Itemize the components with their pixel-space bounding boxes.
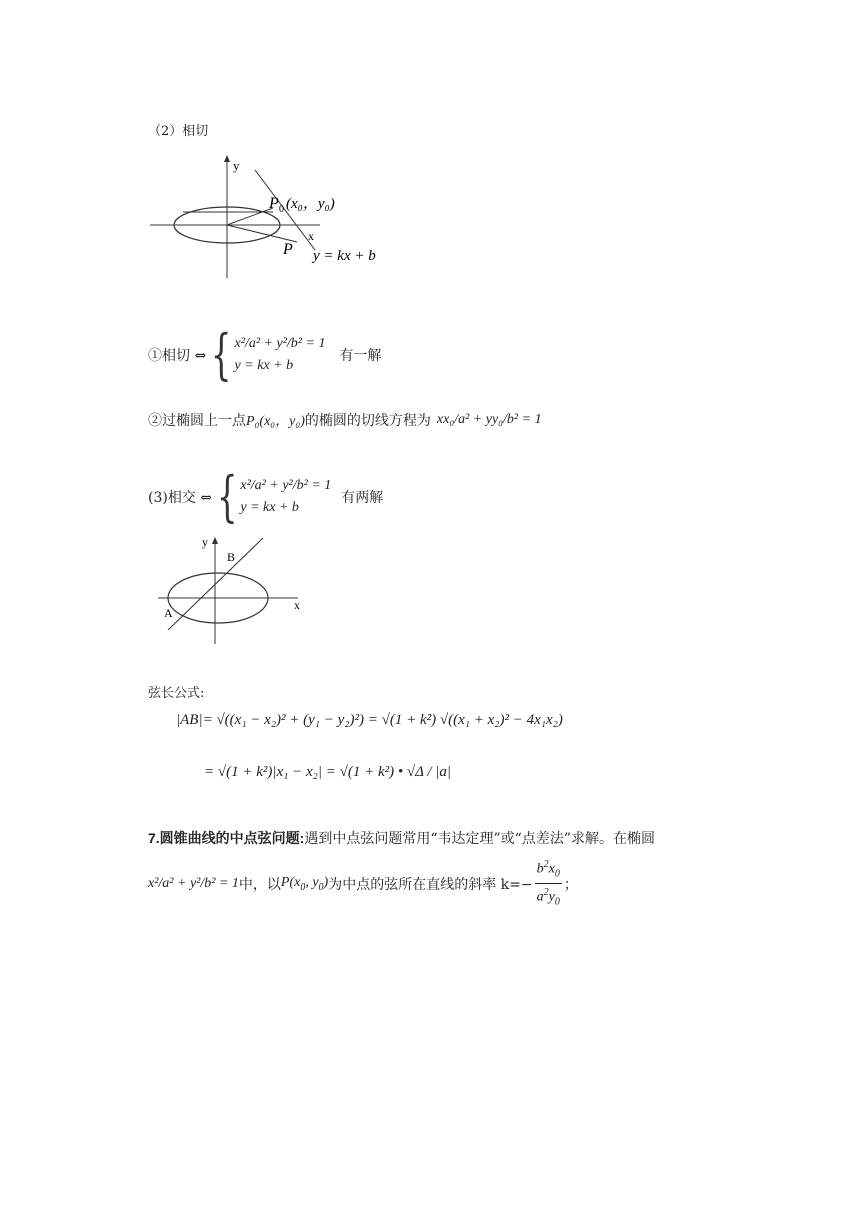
slope-fraction: $\frac{b^2x_0}{a^2y_0}$ bbox=[535, 856, 562, 912]
fig1-p0-label: P bbox=[269, 195, 279, 212]
fig1-p0-sub: 0 bbox=[279, 204, 284, 215]
fig1-p0-coords: (x₀，y₀) bbox=[286, 196, 335, 212]
intersect-system bbox=[212, 465, 332, 528]
brace-icon: { bbox=[216, 465, 238, 528]
ellipse-equation: x²/a² + y²/b² = 1 bbox=[234, 336, 326, 351]
section7-text1: 遇到中点弦问题常用“韦达定理”或“点差法”求解。在椭圆 bbox=[304, 831, 655, 847]
intersect-line-equation: y = kx + b bbox=[240, 500, 299, 515]
chord-length-formula-line2: = √(1 + k²)|x₁ − x₂| = √(1 + k²) • √Δ / |a| bbox=[204, 764, 452, 780]
intersect-prefix: (3)相交 ⇔ bbox=[148, 490, 213, 506]
intersect-ellipse-equation: x²/a² + y²/b² = 1 bbox=[240, 478, 332, 493]
tangent-condition-prefix: ①相切 ⇔ bbox=[148, 348, 207, 364]
point-b-label: B bbox=[227, 550, 236, 564]
brace-icon: { bbox=[211, 323, 232, 386]
tangent-point: P₀(x₀，y₀) bbox=[246, 414, 305, 429]
section7-ellipse: x²/a² + y²/b² = 1 bbox=[148, 875, 239, 891]
intersect-suffix: 有两解 bbox=[341, 490, 384, 506]
section7-end: ； bbox=[563, 876, 578, 893]
fig1-y-label: y bbox=[233, 158, 240, 173]
fig2-y-label: y bbox=[202, 535, 208, 549]
section7-text3: 为中点的弦所在直线的斜率 k=− bbox=[328, 876, 533, 893]
section7-line1 bbox=[148, 828, 655, 848]
fig1-x-label: x bbox=[308, 229, 314, 243]
fig2-x-label: x bbox=[294, 598, 300, 612]
tangent-figure bbox=[145, 150, 405, 285]
formula-middle: 的椭圆的切线方程为 bbox=[304, 413, 431, 429]
section7-text2: 中，以 bbox=[238, 876, 281, 893]
tangent-condition-suffix: 有一解 bbox=[339, 348, 382, 364]
tangent-system bbox=[206, 323, 326, 386]
tangent-condition bbox=[148, 323, 382, 386]
chord-length-formula-line1: |AB|= √((x₁ − x₂)² + (y₁ − y₂)²) = √(1 + k²) √((x₁ + x₂)² − 4x₁x₂) bbox=[176, 712, 563, 728]
intersect-condition bbox=[148, 465, 384, 528]
tangent-equation: xx₀/a² + yy₀/b² = 1 bbox=[436, 412, 542, 427]
point-a-label: A bbox=[164, 606, 173, 620]
line-equation: y = kx + b bbox=[234, 358, 294, 373]
tangent-line-formula bbox=[148, 410, 542, 430]
section7-title: 7.圆锥曲线的中点弦问题: bbox=[148, 830, 305, 846]
formula-prefix: ②过椭圆上一点 bbox=[148, 413, 246, 429]
section7-line2 bbox=[148, 856, 578, 912]
section7-midpoint: $P(x_0$, $y_0$) bbox=[280, 875, 329, 893]
fig1-line-label: y = kx + b bbox=[313, 248, 376, 264]
chord-length-title: 弦长公式: bbox=[148, 686, 205, 701]
section-tangent-heading: （2）相切 bbox=[148, 124, 209, 139]
fig1-p-label: P bbox=[283, 241, 293, 258]
intersect-figure bbox=[150, 532, 310, 647]
